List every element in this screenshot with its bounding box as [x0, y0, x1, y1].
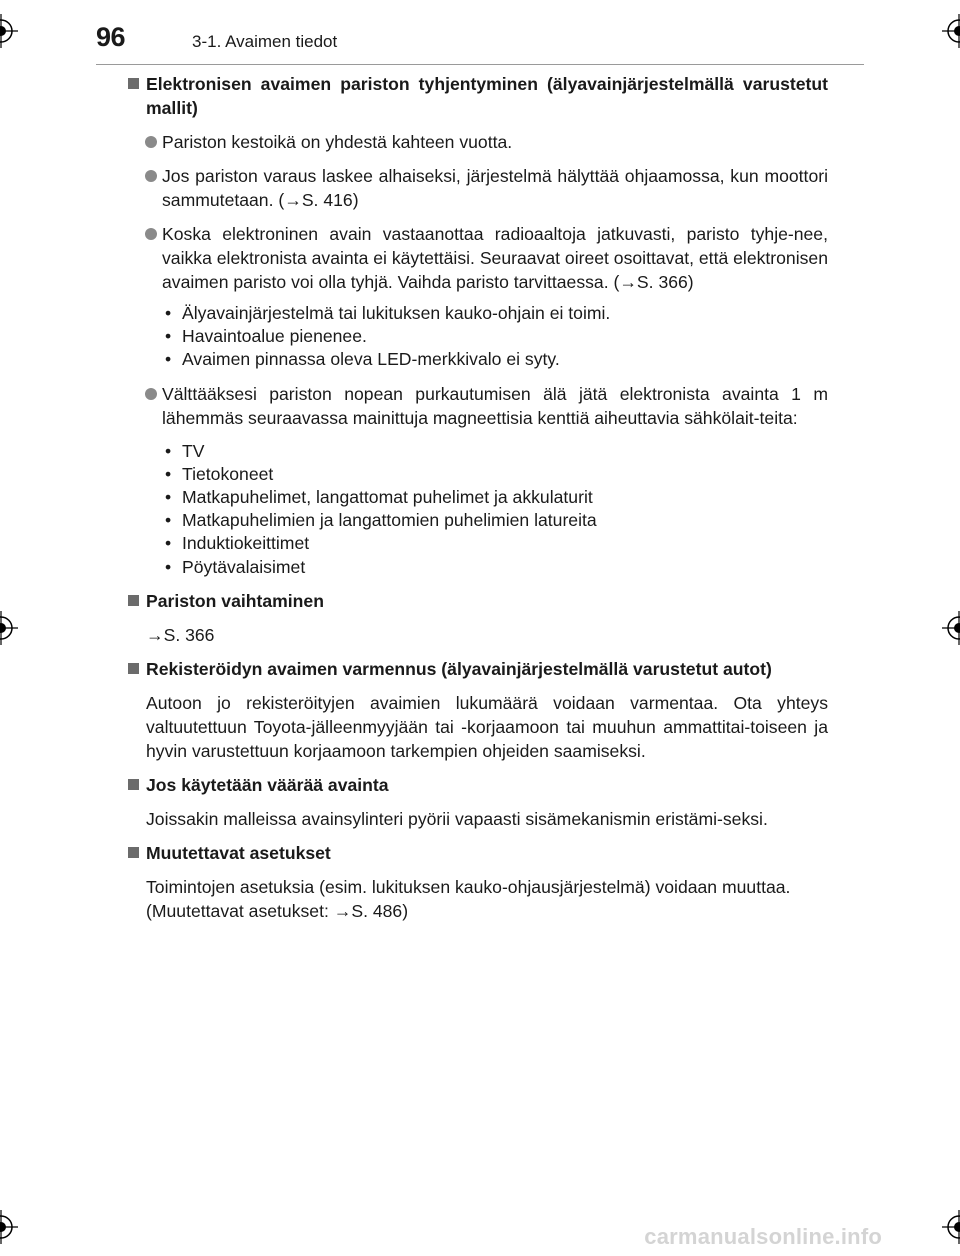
section-body: Toimintojen asetuksia (esim. lukituksen kauko-ohjausjärjestelmä) voidaan muuttaa.	[146, 876, 791, 897]
page-content	[126, 72, 828, 933]
square-bullet-icon	[128, 595, 139, 606]
bullet-item: • Matkapuhelimien ja langattomien puhelimien latureita	[165, 510, 597, 531]
section-body: Joissakin malleissa avainsylinteri pyörii vapaasti sisämekanismin eristämi-seksi.	[146, 808, 768, 829]
list-item: Välttääksesi pariston nopean purkautumisen älä jätä elektronista avainta 1 m lähemmäs seuraavassa mainittuja magneettisia kenttiä aiheuttavia sähkölait-teita:	[126, 382, 828, 430]
watermark: carmanualsonline.info	[644, 1224, 882, 1249]
circle-bullet-icon	[145, 228, 157, 240]
registration-mark-icon	[942, 611, 960, 645]
section-battery-depletion	[126, 72, 828, 579]
list-item: Pariston kestoikä on yhdestä kahteen vuotta.	[126, 130, 828, 154]
section-body: Autoon jo rekisteröityjen avaimien lukumäärä voidaan varmentaa. Ota yhteys valtuutettuun Toyota-jälleenmyyjään tai -korjaamoon tai muuhun ammattitai-toiseen ja hyvin varustettuun korjaamoon tarkempien ohjeiden saamiseksi.	[146, 692, 828, 761]
bullet-item: • TV	[165, 440, 205, 461]
section-key-verification	[126, 657, 828, 763]
section-heading: Pariston vaihtaminen	[126, 589, 828, 613]
square-bullet-icon	[128, 78, 139, 89]
bullet-item: • Havaintoalue pienenee.	[165, 326, 367, 347]
registration-mark-icon	[0, 14, 18, 48]
page-reference: →S. 366	[146, 624, 215, 645]
device-list	[162, 440, 828, 579]
circle-bullet-icon	[145, 136, 157, 148]
bullet-item: • Avaimen pinnassa oleva LED-merkkivalo ei syty.	[165, 349, 560, 370]
square-bullet-icon	[128, 779, 139, 790]
bullet-item: • Induktiokeittimet	[165, 533, 310, 554]
square-bullet-icon	[128, 663, 139, 674]
section-battery-replacement	[126, 589, 828, 647]
list-item: Koska elektroninen avain vastaanottaa radioaaltoja jatkuvasti, paristo tyhje-nee, vaikka elektronista avainta ei käytettäisi. Seuraavat oireet osoittavat, että elektronisen avaimen paristo voi olla tyhjä. Vaihda paristo tarvittaessa. (→S. 366)	[126, 222, 828, 294]
bullet-item: • Pöytävalaisimet	[165, 556, 306, 577]
circle-bullet-icon	[145, 170, 157, 182]
bullet-item: • Matkapuhelimet, langattomat puhelimet ja akkulaturit	[165, 487, 593, 508]
section-wrong-key	[126, 773, 828, 831]
square-bullet-icon	[128, 847, 139, 858]
section-heading: Jos käytetään väärää avainta	[126, 773, 828, 797]
list-item: Jos pariston varaus laskee alhaiseksi, järjestelmä hälyttää ohjaamossa, kun moottori sammutetaan. (→S. 416)	[126, 164, 828, 212]
registration-mark-icon	[0, 611, 18, 645]
page-number: 96	[96, 22, 126, 52]
page-reference: (Muutettavat asetukset: →S. 486)	[146, 900, 409, 921]
section-title: 3-1. Avaimen tiedot	[192, 32, 338, 51]
circle-bullet-icon	[145, 388, 157, 400]
section-heading: Rekisteröidyn avaimen varmennus (älyavainjärjestelmällä varustetut autot)	[126, 657, 828, 681]
registration-mark-icon	[0, 1210, 18, 1244]
section-heading: Muutettavat asetukset	[126, 841, 828, 865]
symptom-list	[162, 302, 828, 372]
registration-mark-icon	[942, 1210, 960, 1244]
section-customizable-settings	[126, 841, 828, 923]
registration-mark-icon	[942, 14, 960, 48]
header-divider	[96, 64, 864, 65]
bullet-item: • Älyavainjärjestelmä tai lukituksen kauko-ohjain ei toimi.	[165, 303, 611, 323]
bullet-item: • Tietokoneet	[165, 463, 274, 484]
section-heading: Elektronisen avaimen pariston tyhjentyminen (älyavainjärjestelmällä varustetut mallit)	[126, 72, 828, 120]
